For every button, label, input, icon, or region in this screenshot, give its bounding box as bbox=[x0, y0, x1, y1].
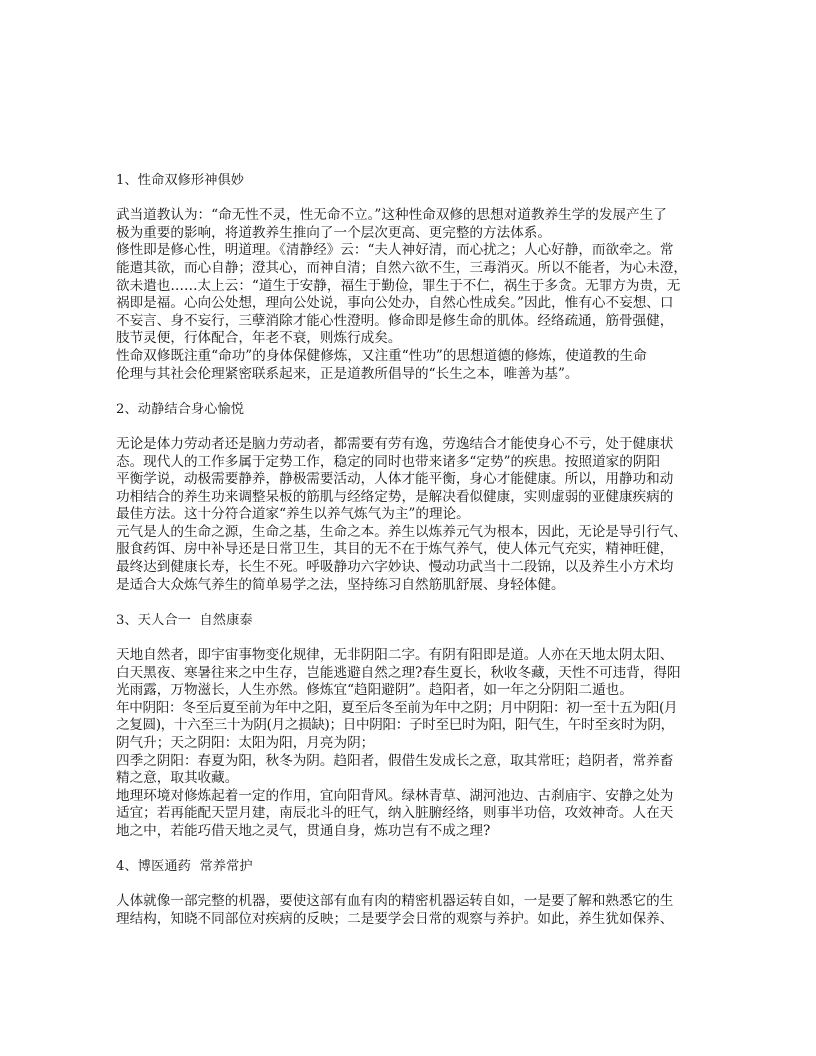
heading-spacer-2 bbox=[116, 418, 718, 436]
text-line: 白天黑夜、寒暑往来之中生存，岂能逃避自然之理?春生夏长，秋收冬藏，天性不可违背，得阳 bbox=[116, 664, 681, 681]
text-line: 光雨露，万物滋长，人生亦然。修炼宜“趋阳避阴”。趋阳者，如一年之分阴阳二遁也。 bbox=[116, 682, 633, 699]
text-line: 精之意，取其收藏。 bbox=[116, 770, 239, 787]
section-paragraph-1 bbox=[116, 207, 718, 383]
text-line: 性命双修既注重“命功”的身体保健修炼，又注重“性功”的思想道德的修炼，使道教的生命 bbox=[116, 347, 647, 364]
text-line: 地之中，若能巧借天地之灵气，贯通自身，炼功岂有不成之理? bbox=[116, 822, 491, 839]
section-spacer-2 bbox=[116, 594, 718, 612]
text-line: 能遣其欲，而心自静；澄其心，而神自清；自然六欲不生，三毒消灭。所以不能者，为心未澄， bbox=[116, 259, 687, 276]
text-line: 元气是人的生命之源，生命之基，生命之本。养生以炼养元气为根本，因此，无论是导引行气、 bbox=[116, 523, 687, 540]
text-line: 适宜；若再能配天罡月建，南辰北斗的旺气，纳入脏腑经络，则事半功倍，攻效神奇。人在天 bbox=[116, 805, 674, 822]
text-line: 欲未遣也……太上云：“道生于安静，福生于勤俭，罪生于不仁，祸生于多贪。无罪方为贵，无 bbox=[116, 277, 681, 294]
section-heading-4: 4、博医通药 常养常护 bbox=[116, 859, 253, 875]
section-3 bbox=[116, 612, 718, 841]
document-body bbox=[116, 172, 718, 929]
heading-spacer-1 bbox=[116, 190, 718, 208]
text-line: 伦理与其社会伦理紧密联系起来，正是道教所倡导的“长生之本，唯善为基”。 bbox=[116, 365, 579, 382]
text-line: 祸即是福。心向公处想，理向公处说，事向公处办，自然心性成矣。”因此，惟有心不妄想、口 bbox=[116, 295, 674, 312]
heading-spacer-4 bbox=[116, 876, 718, 894]
text-line: 修性即是修心性，明道理。《清静经》云：“夫人神好清，而心扰之；人心好静，而欲牵之。常 bbox=[116, 242, 674, 259]
text-line: 无论是体力劳动者还是脑力劳动者，都需要有劳有逸，劳逸结合才能使身心不亏，处于健康状 bbox=[116, 435, 674, 452]
section-1 bbox=[116, 172, 718, 383]
section-heading-3: 3、天人合一 自然康泰 bbox=[116, 612, 253, 628]
text-line: 人体就像一部完整的机器，要使这部有血有肉的精密机器运转自如，一是要了解和熟悉它的生 bbox=[116, 893, 674, 910]
section-paragraph-2 bbox=[116, 436, 718, 594]
text-line: 是适合大众炼气养生的简单易学之法，坚持练习自然筋肌舒展、身轻体健。 bbox=[116, 576, 565, 593]
section-2 bbox=[116, 401, 718, 595]
text-line: 功相结合的养生功来调整呆板的筋肌与经络定势，是解决看似健康，实则虚弱的亚健康疾病的 bbox=[116, 488, 674, 505]
text-line: 不妄言、身不妄行，三孽消除才能心性澄明。修命即是修生命的肌体。经络疏通，筋骨强健， bbox=[116, 312, 674, 329]
text-line: 四季之阴阳：春夏为阳，秋冬为阴。趋阳者，假借生发成长之意，取其常旺；趋阴者，常养畜 bbox=[116, 752, 674, 769]
text-line: 服食药饵、房中补导还是日常卫生，其目的无不在于炼气养气，使人体元气充实，精神旺健， bbox=[116, 541, 674, 558]
text-line: 之复圆)，十六至三十为阴(月之损缺)；日中阴阳：子时至巳时为阳，阳气生，午时至亥时为阴， bbox=[116, 717, 674, 734]
text-line: 天地自然者，即宇宙事物变化规律，无非阴阳二字。有阴有阳即是道。人亦在天地太阴太阳、 bbox=[116, 647, 674, 664]
text-line: 最终达到健康长寿，长生不死。呼吸静功六字妙诀、慢动功武当十二段锦，以及养生小方术均 bbox=[116, 559, 674, 576]
section-spacer-3 bbox=[116, 841, 718, 859]
text-line: 肢节灵便，行体配合，年老不衰，则炼行成矣。 bbox=[116, 330, 402, 347]
text-line: 年中阴阳：冬至后夏至前为年中之阳，夏至后冬至前为年中之阴；月中阴阳：初一至十五为阳(月 bbox=[116, 699, 678, 716]
text-line: 阴气升；天之阴阳：太阳为阳，月亮为阴； bbox=[116, 735, 375, 751]
text-line: 态。现代人的工作多属于定势工作，稳定的同时也带来诸多“定势”的疾患。按照道家的阴阳 bbox=[116, 453, 661, 470]
text-line: 理结构，知晓不同部位对疾病的反映；二是要学会日常的观察与养护。如此，养生犹如保养、 bbox=[116, 910, 674, 927]
heading-spacer-3 bbox=[116, 629, 718, 647]
text-line: 平衡学说，动极需要静养，静极需要活动，人体才能平衡，身心才能健康。所以，用静功和动 bbox=[116, 471, 674, 488]
section-spacer-1 bbox=[116, 383, 718, 401]
text-line: 地理环境对修炼起着一定的作用，宜向阳背风。绿林青草、湖河池边、古刹庙宇、安静之处为 bbox=[116, 787, 674, 804]
text-line: 最佳方法。这十分符合道家“养生以养气炼气为主”的理论。 bbox=[116, 506, 470, 523]
section-paragraph-3 bbox=[116, 647, 718, 841]
text-line: 武当道教认为：“命无性不灵，性无命不立。”这种性命双修的思想对道教养生学的发展产生了 bbox=[116, 207, 667, 224]
section-heading-2: 2、动静结合身心愉悦 bbox=[116, 401, 245, 417]
section-4 bbox=[116, 858, 718, 928]
section-paragraph-4 bbox=[116, 893, 718, 928]
text-line: 极为重要的影响，将道教养生推向了一个层次更高、更完整的方法体系。 bbox=[116, 224, 551, 241]
section-heading-1: 1、性命双修形神俱妙 bbox=[116, 173, 245, 188]
